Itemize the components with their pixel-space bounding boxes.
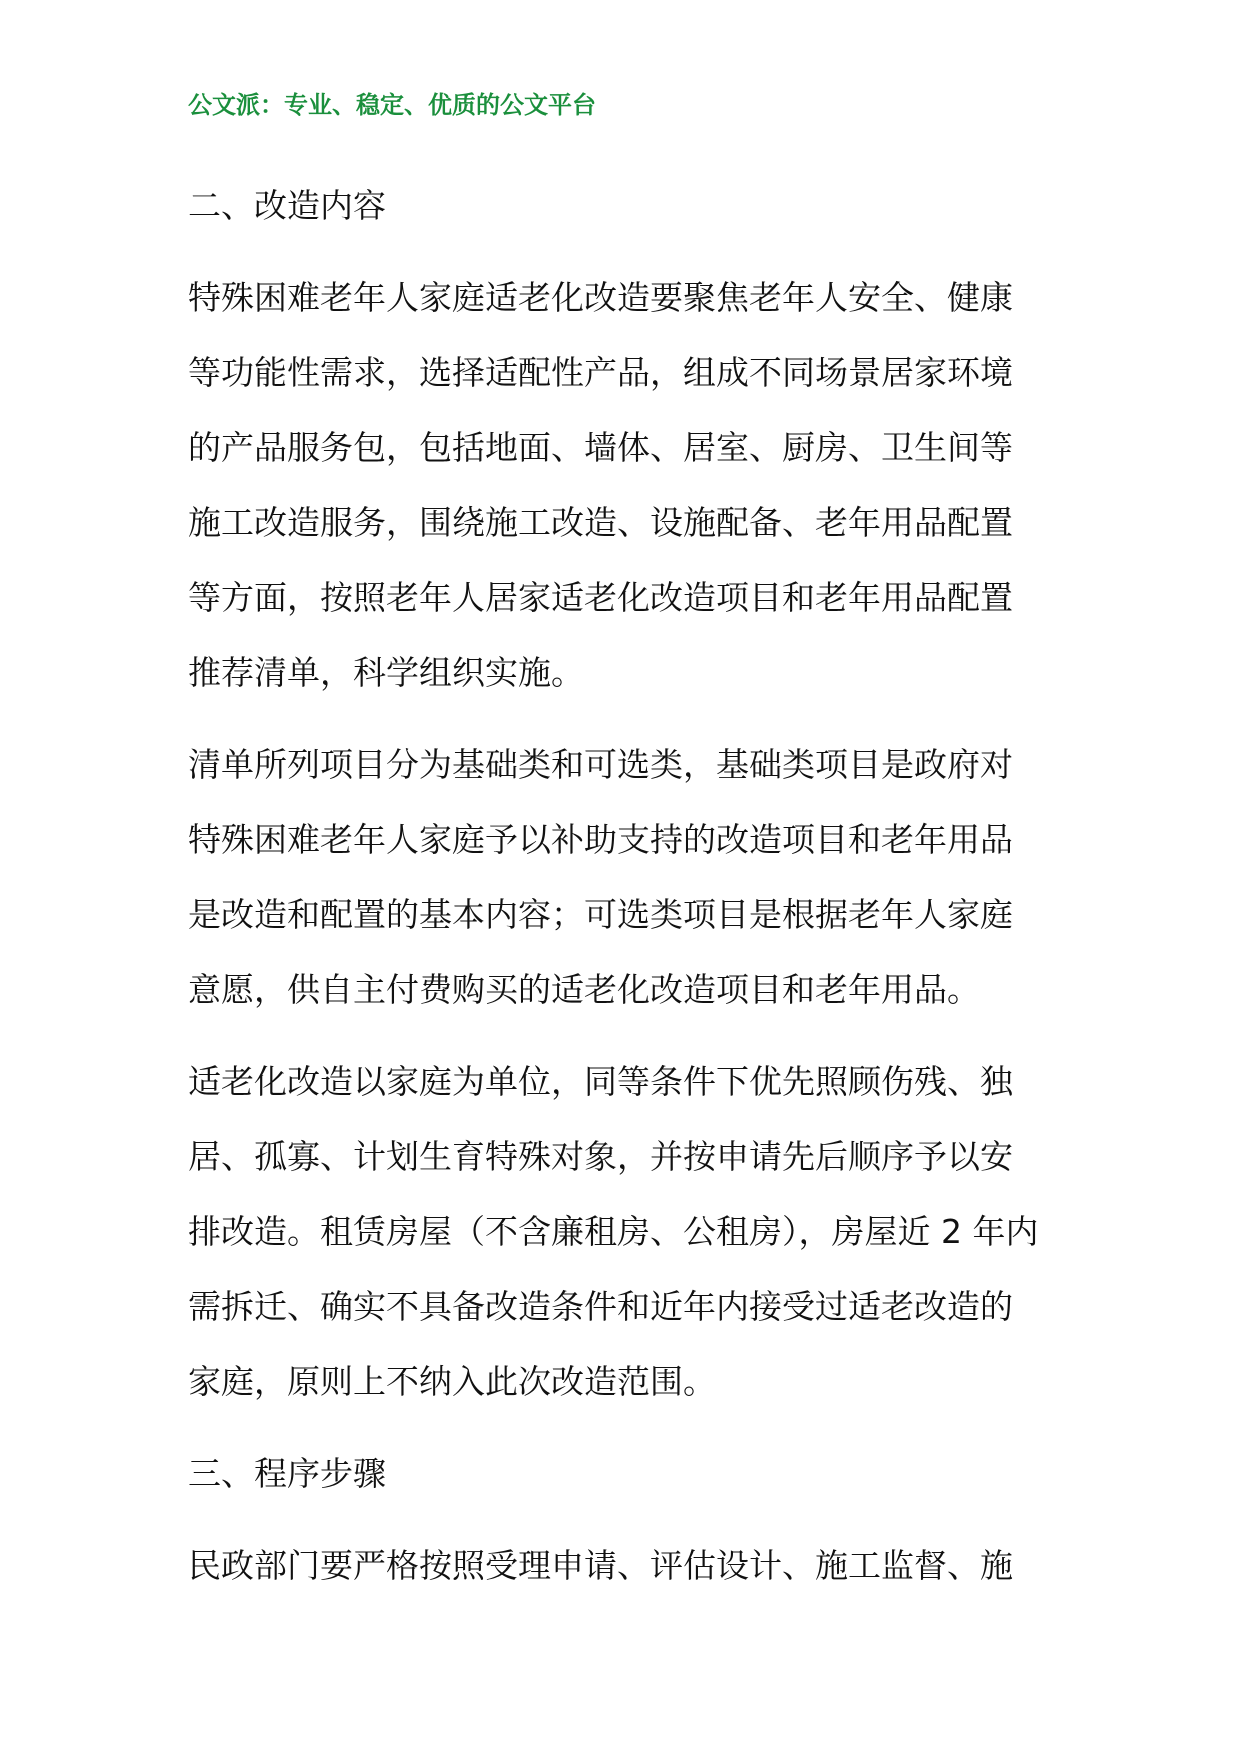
paragraph-gap bbox=[188, 1027, 1058, 1044]
site-header-banner: 公文派：专业、稳定、优质的公文平台 bbox=[188, 90, 596, 119]
paragraph-gap bbox=[188, 1419, 1058, 1436]
paragraph-line: 的产品服务包，包括地面、墙体、居室、厨房、卫生间等 bbox=[188, 428, 1013, 467]
paragraph bbox=[188, 1528, 1058, 1603]
paragraph-line: 清单所列项目分为基础类和可选类，基础类项目是政府对 bbox=[188, 745, 1013, 784]
paragraph-line: 居、孤寡、计划生育特殊对象，并按申请先后顺序予以安 bbox=[188, 1137, 1013, 1176]
document-body bbox=[188, 168, 1058, 1603]
section-heading: 二、改造内容 bbox=[188, 186, 386, 225]
paragraph-line: 排改造。租赁房屋（不含廉租房、公租房），房屋近 2 年内 bbox=[188, 1212, 1039, 1251]
paragraph-line: 是改造和配置的基本内容；可选类项目是根据老年人家庭 bbox=[188, 895, 1013, 934]
paragraph-gap bbox=[188, 1511, 1058, 1528]
paragraph-line: 意愿，供自主付费购买的适老化改造项目和老年用品。 bbox=[188, 970, 980, 1009]
paragraph-line: 家庭，原则上不纳入此次改造范围。 bbox=[188, 1362, 716, 1401]
paragraph-line: 适老化改造以家庭为单位，同等条件下优先照顾伤残、独 bbox=[188, 1062, 1013, 1101]
paragraph-line: 等功能性需求，选择适配性产品，组成不同场景居家环境 bbox=[188, 353, 1013, 392]
section-heading: 三、程序步骤 bbox=[188, 1454, 386, 1493]
paragraph bbox=[188, 260, 1058, 710]
paragraph-gap bbox=[188, 710, 1058, 727]
paragraph-line: 特殊困难老年人家庭适老化改造要聚焦老年人安全、健康 bbox=[188, 278, 1013, 317]
paragraph-line: 需拆迁、确实不具备改造条件和近年内接受过适老改造的 bbox=[188, 1287, 1013, 1326]
paragraph-gap bbox=[188, 243, 1058, 260]
paragraph-line: 特殊困难老年人家庭予以补助支持的改造项目和老年用品 bbox=[188, 820, 1013, 859]
paragraph-line: 等方面，按照老年人居家适老化改造项目和老年用品配置 bbox=[188, 578, 1013, 617]
paragraph-line: 民政部门要严格按照受理申请、评估设计、施工监督、施 bbox=[188, 1546, 1013, 1585]
paragraph-line: 施工改造服务，围绕施工改造、设施配备、老年用品配置 bbox=[188, 503, 1013, 542]
paragraph-line: 推荐清单，科学组织实施。 bbox=[188, 653, 584, 692]
paragraph bbox=[188, 1044, 1058, 1419]
paragraph bbox=[188, 727, 1058, 1027]
